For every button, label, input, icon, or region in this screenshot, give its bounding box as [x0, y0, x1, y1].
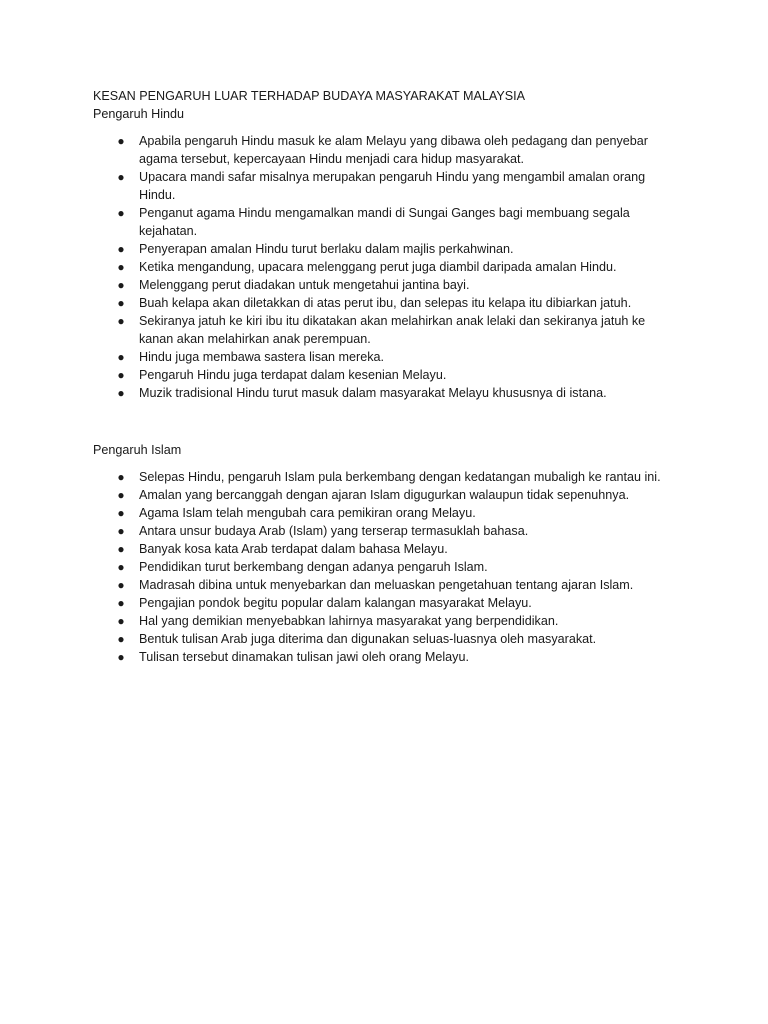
bullet-icon: ● — [117, 470, 125, 484]
bullet-icon: ● — [117, 260, 125, 274]
bullet-icon: ● — [117, 632, 125, 646]
list-item-text: Hindu juga membawa sastera lisan mereka. — [139, 350, 384, 364]
section-heading-hindu: Pengaruh Hindu — [93, 107, 185, 121]
bullet-icon: ● — [117, 206, 125, 220]
list-item — [0, 630, 679, 648]
list-item — [0, 648, 679, 666]
bullet-icon: ● — [117, 242, 125, 256]
list-item — [0, 612, 679, 630]
list-item — [0, 348, 679, 366]
list-item-text: Bentuk tulisan Arab juga diterima dan digunakan seluas-luasnya oleh masyarakat. — [139, 632, 597, 646]
list-item — [0, 522, 679, 540]
bullet-icon: ● — [117, 506, 125, 520]
bullet-icon: ● — [117, 296, 125, 310]
list-item-text: Madrasah dibina untuk menyebarkan dan meluaskan pengetahuan tentang ajaran Islam. — [139, 578, 634, 592]
bullet-icon: ● — [117, 488, 125, 502]
list-item-text: Penganut agama Hindu mengamalkan mandi di Sungai Ganges bagi membuang segala kejahatan. — [139, 206, 630, 238]
bullet-icon: ● — [117, 650, 125, 664]
list-item-text: Melenggang perut diadakan untuk mengetahui jantina bayi. — [139, 278, 470, 292]
list-item-text: Upacara mandi safar misalnya merupakan pengaruh Hindu yang mengambil amalan orang Hindu. — [139, 170, 646, 202]
bullet-icon: ● — [117, 614, 125, 628]
list-item-text: Tulisan tersebut dinamakan tulisan jawi oleh orang Melayu. — [139, 650, 469, 664]
bullet-icon: ● — [117, 560, 125, 574]
bullet-icon: ● — [117, 596, 125, 610]
list-item — [0, 294, 679, 312]
list-item-text: Muzik tradisional Hindu turut masuk dalam masyarakat Melayu khususnya di istana. — [139, 386, 607, 400]
list-item — [0, 504, 679, 522]
bullet-icon: ● — [117, 542, 125, 556]
bullet-icon: ● — [117, 314, 125, 328]
list-item-text: Antara unsur budaya Arab (Islam) yang terserap termasuklah bahasa. — [139, 524, 529, 538]
list-item — [0, 204, 679, 240]
bullet-icon: ● — [117, 134, 125, 148]
section-heading-islam: Pengaruh Islam — [93, 443, 182, 457]
list-item-text: Selepas Hindu, pengaruh Islam pula berkembang dengan kedatangan mubaligh ke rantau ini. — [139, 470, 661, 484]
list-item — [0, 540, 679, 558]
list-item — [0, 168, 679, 204]
list-item-text: Ketika mengandung, upacara melenggang perut juga diambil daripada amalan Hindu. — [139, 260, 617, 274]
bullet-icon: ● — [117, 368, 125, 382]
list-item — [0, 486, 679, 504]
list-item — [0, 312, 679, 348]
document-title: KESAN PENGARUH LUAR TERHADAP BUDAYA MASYARAKAT MALAYSIA — [93, 89, 526, 103]
bullet-icon: ● — [117, 278, 125, 292]
list-item-text: Pengaruh Hindu juga terdapat dalam kesenian Melayu. — [139, 368, 447, 382]
list-item-text: Hal yang demikian menyebabkan lahirnya masyarakat yang berpendidikan. — [139, 614, 559, 628]
bullet-list-hindu — [0, 132, 768, 402]
list-item — [0, 594, 679, 612]
list-item — [0, 384, 679, 402]
bullet-icon: ● — [117, 386, 125, 400]
list-item — [0, 132, 679, 168]
bullet-icon: ● — [117, 524, 125, 538]
list-item-text: Agama Islam telah mengubah cara pemikiran orang Melayu. — [139, 506, 476, 520]
list-item-text: Pendidikan turut berkembang dengan adanya pengaruh Islam. — [139, 560, 488, 574]
list-item — [0, 468, 684, 486]
list-item — [0, 576, 679, 594]
bullet-icon: ● — [117, 578, 125, 592]
list-item — [0, 240, 679, 258]
list-item — [0, 258, 679, 276]
list-item-text: Sekiranya jatuh ke kiri ibu itu dikatakan akan melahirkan anak lelaki dan sekiranya jatuh ke kanan akan melahirkan anak perempuan. — [139, 314, 646, 346]
list-item-text: Penyerapan amalan Hindu turut berlaku dalam majlis perkahwinan. — [139, 242, 514, 256]
list-item-text: Pengajian pondok begitu popular dalam kalangan masyarakat Melayu. — [139, 596, 532, 610]
list-item-text: Buah kelapa akan diletakkan di atas perut ibu, dan selepas itu kelapa itu dibiarkan jatuh. — [139, 296, 632, 310]
list-item-text: Banyak kosa kata Arab terdapat dalam bahasa Melayu. — [139, 542, 448, 556]
list-item — [0, 276, 679, 294]
bullet-list-islam — [0, 468, 768, 666]
list-item-text: Amalan yang bercanggah dengan ajaran Islam digugurkan walaupun tidak sepenuhnya. — [139, 488, 630, 502]
bullet-icon: ● — [117, 350, 125, 364]
list-item — [0, 558, 679, 576]
list-item — [0, 366, 679, 384]
bullet-icon: ● — [117, 170, 125, 184]
list-item-text: Apabila pengaruh Hindu masuk ke alam Melayu yang dibawa oleh pedagang dan penyebar agama tersebut, kepercayaan Hindu menjadi cara hidup masyarakat. — [139, 134, 649, 166]
